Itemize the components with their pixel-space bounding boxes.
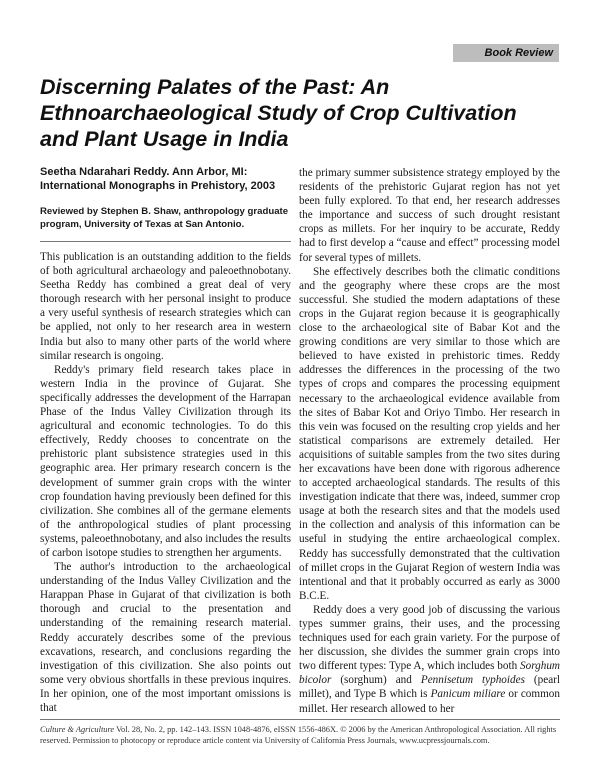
footer-text: Vol. 28, No. 2, pp. 142–143. ISSN 1048-4876, eISSN 1556-486X. © 2006 by the American Anthropological Association. All rights reserved. Permission to photocopy or reproduce article content via University of California Press Journals, www.ucpressjournals.com. bbox=[40, 725, 557, 745]
section-label-band bbox=[453, 44, 559, 62]
species-name: Sorghum bicolor bbox=[299, 660, 560, 687]
body-paragraph: the primary summer subsistence strategy employed by the residents of the prehistoric Gujarat region has not yet been fully explored. To that end, her research addresses the importance and success of such drought resistant crops as millets. For her inquiry to be accurate, Reddy had to first develop a “cause and effect” processing model for several types of millets. bbox=[299, 167, 560, 264]
species-name: Pennisetum typhoides bbox=[420, 674, 525, 687]
text-run: Reddy does a very good job of discussing the various types summer grains, their uses, and the processing techniques used for each grain variety. For the purpose of her discussion, she divides the summer grain crops into two different types: Type A, which includes both bbox=[299, 603, 560, 673]
text-run: (pearl millet), and Type B which is bbox=[299, 674, 560, 701]
body-paragraph bbox=[299, 603, 560, 716]
book-citation: Seetha Ndarahari Reddy. Ann Arbor, MI: International Monographs in Prehistory, 2003 bbox=[40, 166, 276, 192]
left-column bbox=[40, 165, 291, 715]
footer-divider bbox=[40, 719, 560, 720]
footer-citation bbox=[40, 724, 560, 746]
text-run: or common millet. Her research allowed to her bbox=[299, 688, 560, 715]
body-paragraph: She effectively describes both the climatic conditions and the geography where these crops are the most successful. She studied the modern adaptations of these crops in the Gujarat region because it is geographically close to the archaeological site of Babar Kot and the growing conditions are very similar to those which are believed to have existed in prehistoric times. Reddy addresses the differences in the processing of the two types of crops and compares the processing equipment necessary to the archaeological evidence available from the sites of Babar Kot and Oriyo Timbo. Her research in this vein was focused on the resulting crop yields and her statistical comparisons are extremely detailed. Her acquisitions of suitable samples from the two sites during her excavations have been done with rigorous adherence to accepted archaeological standards. The results of this investigation indicate that there was, indeed, summer crop usage at both the research sites and that the models used in the collection and analysis of this information can be useful in studying the entire archaeological complex. Reddy has successfully demonstrated that the cultivation of millet crops in the Gujarat Region of western India was intentional and that it probably occurred as early as 3000 B.C.E. bbox=[299, 265, 560, 602]
body-paragraph: The author's introduction to the archaeological understanding of the Indus Valley Civilization and the Harappan Phase in Gujarat of that civilization is both thorough and crucial to the presentation and understanding of the remaining research material. Reddy accurately describes some of the previous excavations, research, and conclusions regarding the investigation of this civilization. She also points out some very obvious shortfalls in these previous inquires. In her opinion, one of the most important omissions is that bbox=[40, 561, 291, 714]
reviewer-credit: Reviewed by Stephen B. Shaw, anthropology graduate program, University of Texas at San Antonio. bbox=[40, 206, 289, 230]
body-paragraph: This publication is an outstanding addition to the fields of both agricultural archaeology and paleoethnobotany. Seetha Reddy has combined a great deal of very thorough research with her personal insight to produce a very useful synthesis of research strategies which can be applied, not only to her research area in western India but also to many other parts of the world where similar research is ongoing. bbox=[40, 251, 291, 362]
right-column bbox=[299, 166, 560, 716]
article-title: Discerning Palates of the Past: An Ethnoarchaeological Study of Crop Cultivation and Plant Usage in India bbox=[40, 75, 517, 151]
body-paragraph: Reddy's primary field research takes place in western India in the province of Gujarat. She specifically addresses the development of the Harrapan Phase of the Indus Valley Civilization through its agricultural and economic technologies. To do this effectively, Reddy chooses to concentrate on the prehistoric plant subsistence strategies used in this geographic area. Her primary research concern is the development of summer grain crops with the winter crop foundation having previously been defined for this civilization. She combines all of the germane elements of the anthropological studies of plant processing systems, paleoethnobotany, and also includes the results of carbon isotope studies to strengthen her arguments. bbox=[40, 363, 291, 559]
divider bbox=[40, 241, 291, 242]
species-name: Panicum miliare bbox=[430, 688, 506, 701]
section-label: Book Review bbox=[484, 47, 553, 59]
text-run: (sorghum) and bbox=[331, 674, 421, 687]
journal-name: Culture & Agriculture bbox=[40, 725, 115, 734]
